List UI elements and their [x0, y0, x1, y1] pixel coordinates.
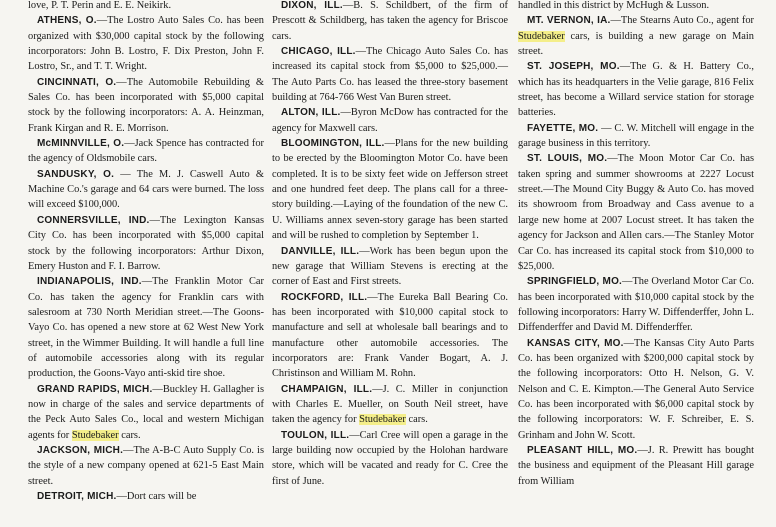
- news-item: [518, 13, 754, 59]
- dateline: DETROIT, MICH.: [37, 491, 117, 502]
- dateline: SANDUSKY, O.: [37, 168, 115, 180]
- dash-separator: —: [622, 276, 633, 288]
- dateline: CHICAGO, ILL.: [281, 46, 356, 58]
- dateline: GRAND RAPIDS, MICH.: [37, 383, 153, 395]
- dash-separator: —: [141, 276, 153, 288]
- dateline: DANVILLE, ILL.: [281, 245, 360, 257]
- news-item: [518, 274, 754, 335]
- dateline: INDIANAPOLIS, IND.: [37, 276, 142, 288]
- dateline: TOULON, ILL.: [281, 429, 350, 441]
- dateline: CONNERSVILLE, IND.: [37, 214, 150, 226]
- dateline: JACKSON, MICH.: [37, 444, 124, 456]
- item-text: The Chicago Auto Sales Co. has increased its capital stock from $5,000 to $25,000.—The Auto Parts Co. has leased the three-story basement building at 764-766 West Van Buren street.: [272, 46, 509, 104]
- news-item: [28, 382, 264, 443]
- news-item: [272, 244, 508, 290]
- highlighted-brand: Studebaker: [71, 429, 119, 441]
- item-text: The A-B-C Auto Supply Co. is the style of a new company opened at 621-5 East Main street.: [28, 444, 264, 487]
- dateline: ST. JOSEPH, MO.: [527, 61, 620, 73]
- item-text: The Stearns Auto Co., agent for: [620, 15, 754, 27]
- news-item: [28, 443, 264, 489]
- dateline: McMINNVILLE, O.: [37, 138, 125, 150]
- item-text: C. W. Mitchell will engage in the garage business in this territory.: [518, 122, 754, 150]
- dash-separator: —: [384, 138, 395, 150]
- news-item: [272, 136, 508, 243]
- dateline: CINCINNATI, O.: [37, 76, 117, 88]
- dash-separator: —: [372, 383, 383, 395]
- news-item: [28, 13, 264, 74]
- dash-separator: —: [359, 245, 370, 257]
- news-item: [272, 290, 508, 382]
- item-text: The Kansas City Auto Parts Co. has been organized with $200,000 capital stock by the following incorporators: Otto H. Nelson, G. V. Nelson and C. E. Kimpton.—The General Auto Service Co. has been incorporated with $6,000 capital stock by the following incorporators: W. F. Schreiber, E. S. Grinham and John W. Scott.: [518, 337, 754, 441]
- item-text: Work has been begun upon the new garage that William Stevens is erecting at the corner of East and First streets.: [272, 245, 508, 288]
- dateline: BLOOMINGTON, ILL.: [281, 138, 385, 150]
- news-item: [518, 151, 754, 274]
- item-text: Jack Spence has contracted for the agency of Oldsmobile cars.: [28, 138, 264, 165]
- dash-separator: —: [116, 76, 127, 88]
- item-text: Buckley H. Gallagher is now in charge of the sales and service departments of the Peck Auto Sales Co., local and western Michigan agents for: [28, 383, 264, 441]
- highlighted-brand: Studebaker: [359, 414, 406, 426]
- item-text: B. S. Schildbert, of the firm of Prescott & Schildberg, has taken the agency for Briscoe cars.: [272, 0, 508, 42]
- item-text: The Automobile Rebuilding & Sales Co. has been incorporated with $5,000 capital stock by the following incorporators: A. A. Heinzman, Frank Kirgan and R. E. Morrison.: [28, 76, 264, 134]
- dash-separator: —: [598, 122, 615, 134]
- news-item: [28, 213, 264, 274]
- dash-separator: —: [610, 15, 621, 27]
- dateline: CHAMPAIGN, ILL.: [281, 383, 373, 395]
- column-right: [518, 0, 754, 489]
- news-item: [518, 336, 754, 443]
- news-item: [28, 167, 264, 213]
- item-text: handled in this district by McHugh & Lusson.: [518, 0, 710, 11]
- dateline: KANSAS CITY, MO.: [527, 337, 624, 349]
- item-text: J. R. Prewitt has bought the business and equipment of the Pleasant Hill garage from William: [518, 444, 754, 487]
- dash-separator: —: [623, 337, 634, 349]
- item-text-end: cars.: [118, 429, 141, 441]
- dateline: ALTON, ILL.: [281, 107, 341, 119]
- news-item: [518, 443, 754, 489]
- news-item: [28, 274, 264, 381]
- item-text: The Overland Motor Car Co. has been incorporated with $10,000 capital stock by the following incorporators: Harry W. Diffenderffer, John L. Diffenderffer and David M. Diffenderffer.: [518, 276, 754, 334]
- dash-separator: —: [619, 61, 631, 73]
- dash-separator: —: [349, 429, 360, 441]
- news-item: [272, 428, 508, 489]
- dateline: ROCKFORD, ILL.: [281, 291, 368, 303]
- item-text: Plans for the new building to be erected by the Bloomington Motor Co. have been completed. It is to be sixty feet wide on Jefferson street and one hundred feet deep. The plans call for a three-story building.—Laying of the foundation of the new C. U. Williams annex seven-story garage has been started and will be rushed to completion by September 1.: [272, 138, 508, 242]
- news-item: [28, 75, 264, 136]
- column-left: [28, 0, 264, 504]
- highlighted-brand: Studebaker: [518, 30, 565, 42]
- news-item: [28, 136, 264, 167]
- dash-separator: —: [152, 383, 163, 395]
- item-text: The Lostro Auto Sales Co. has been organized with $30,000 capital stock by the following incorporators: John B. Lostro, F. Dix Preston, John F. Lostro, Sr., and T. T. Wright.: [28, 15, 265, 73]
- dash-separator: —: [342, 0, 354, 11]
- dateline: DIXON, ILL.: [281, 0, 343, 11]
- item-text: The Eureka Ball Bearing Co. has been incorporated with $10,000 capital stock to manufacture and sell at wholesale ball bearings and to manufacture other automobile accessories. The incorporators are: Frank Vander Bogart, A. J. Christinson and William M. Rohn.: [272, 291, 508, 380]
- dash-separator: —: [367, 291, 378, 303]
- column-middle: [272, 0, 508, 489]
- dash-separator: —: [116, 491, 127, 502]
- dateline: SPRINGFIELD, MO.: [527, 276, 623, 288]
- news-item: [28, 489, 264, 504]
- dash-separator: —: [123, 444, 134, 456]
- dash-separator: —: [114, 168, 137, 180]
- news-item: [518, 59, 754, 120]
- dateline: MT. VERNON, IA.: [527, 15, 611, 27]
- item-text: The M. J. Caswell Auto & Machine Co.'s garage and 64 cars were burned. The loss will exceed $100,000.: [28, 168, 264, 211]
- news-item: [518, 0, 754, 13]
- item-text-end: cars, is building a new garage on Main street.: [518, 30, 754, 58]
- news-item: [272, 105, 508, 136]
- dateline: ATHENS, O.: [37, 15, 97, 27]
- item-text: J. C. Miller in conjunction with Charles E. Mueller, on South Neil street, have taken the agency for: [272, 383, 508, 426]
- news-item: [28, 0, 264, 13]
- dash-separator: —: [637, 444, 648, 456]
- dash-separator: —: [96, 15, 108, 27]
- item-text: The Lexington Kansas City Co. has been incorporated with $5,000 capital stock by the following incorporators: Arthur Dixon, Emery Huston and F. I. Barrow.: [28, 214, 264, 272]
- dash-separator: —: [355, 46, 367, 58]
- item-text: The Franklin Motor Car Co. has taken the agency for Franklin cars with salesroom at 730 North Meridian street.—The Goons-Vayo Co. has opened a new store at 62 West New York street, in the Wimmer Building. It will handle a full line of automobile accessories along with its regular production, the Goons-Vayo anti-skid tire shoe.: [28, 276, 265, 380]
- item-text: The Moon Motor Car Co. has taken spring and summer showrooms at 2227 Locust street.—The Mound City Buggy & Auto Co. has moved its showroom from Broadway and Cass avenue to a large new home at 2007 Locust street. It has taken the agency for Jackson and Allen cars.—The Stanley Motor Car Co. has increased its capital stock from $10,000 to $25,000.: [518, 153, 754, 272]
- news-item: [272, 0, 508, 44]
- dash-separator: —: [124, 138, 135, 150]
- news-item: [518, 121, 754, 152]
- dateline: PLEASANT HILL, MO.: [527, 444, 638, 456]
- dash-separator: —: [149, 214, 160, 226]
- item-text: Byron McDow has contracted for the agency for Maxwell cars.: [272, 107, 508, 134]
- item-text: love, P. T. Perin and E. E. Neikirk.: [28, 0, 172, 11]
- item-text: The G. & H. Battery Co., which has its headquarters in the Velie garage, 816 Felix street, has become a Willard service station for storage batteries.: [518, 61, 754, 119]
- item-text: Carl Cree will open a garage in the large building now occupied by the Holohan hardware store, which will be vacated and ready for C. Cree the first of June.: [272, 429, 508, 487]
- dateline: FAYETTE, MO.: [527, 122, 599, 134]
- dash-separator: —: [340, 107, 351, 119]
- news-item: [272, 44, 508, 105]
- news-item: [272, 382, 508, 428]
- dash-separator: —: [607, 153, 618, 165]
- item-text: Dort cars will be: [126, 491, 197, 502]
- item-text-end: cars.: [405, 414, 428, 426]
- dateline: ST. LOUIS, MO.: [527, 153, 608, 165]
